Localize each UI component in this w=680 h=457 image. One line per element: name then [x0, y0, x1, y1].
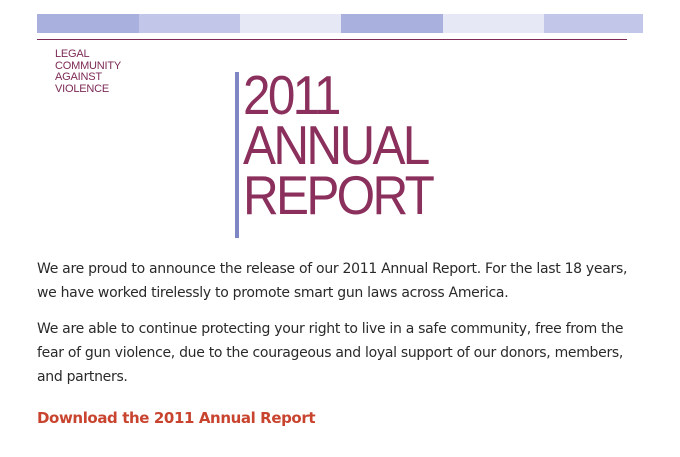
org-line: AGAINST [55, 71, 102, 83]
title-accent-bar [235, 72, 239, 238]
org-line: LEGAL [55, 48, 90, 60]
stripe-segment [341, 14, 443, 33]
report-title [243, 64, 503, 226]
report-title-line: REPORT [243, 164, 433, 226]
stripe-segment [544, 14, 643, 33]
intro-paragraph: We are proud to announce the release of our 2011 Annual Report. For the last 18 years, we have worked tirelessly to promote smart gun laws across America. [37, 261, 628, 301]
support-paragraph: We are able to continue protecting your right to live in a safe community, free from the fear of gun violence, due to the courageous and loyal support of our donors, members, and partners. [37, 321, 624, 385]
header-rule [37, 39, 627, 40]
header-stripe-bar [37, 14, 643, 33]
stripe-segment [240, 14, 341, 33]
stripe-segment [37, 14, 139, 33]
download-report-link[interactable]: Download the 2011 Annual Report [37, 409, 316, 427]
org-line: COMMUNITY [55, 59, 122, 72]
report-title-line: 2011 [243, 64, 339, 126]
org-line: VIOLENCE [55, 82, 110, 95]
report-title-line: ANNUAL [243, 114, 428, 176]
stripe-segment [443, 14, 544, 33]
stripe-segment [139, 14, 240, 33]
org-logo-text [55, 49, 175, 95]
